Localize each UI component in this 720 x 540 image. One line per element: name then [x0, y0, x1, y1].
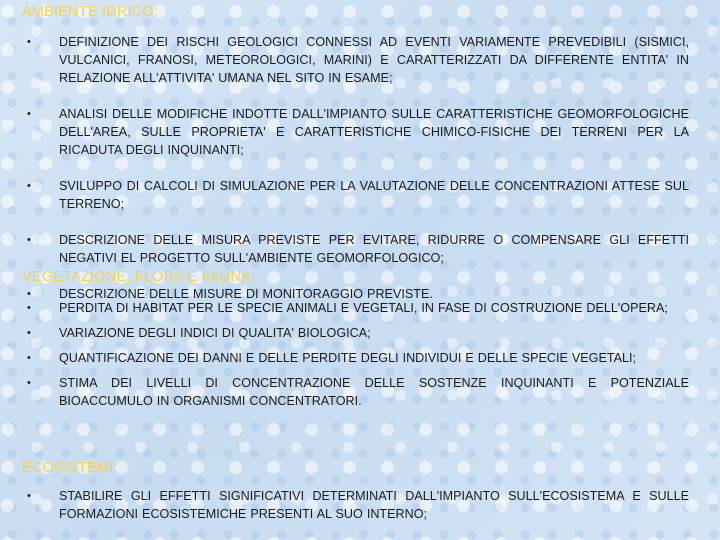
list-item — [0, 487, 720, 523]
section-title-ambiente-idrico: AMBIENTE IDRICO: — [22, 4, 159, 20]
list-item-text: DESCRIZIONE DELLE MISURA PREVISTE PER EVITARE, RIDURRE O COMPENSARE GLI EFFETTI NEGATIVI EL PROGETTO SULL'AMBIENTE GEOMORFOLOGICO; — [59, 233, 689, 265]
bullet-list-ecosistemi — [0, 487, 720, 523]
list-item — [0, 105, 720, 159]
list-item — [0, 374, 720, 410]
list-item — [0, 177, 720, 213]
list-item-text: VARIAZIONE DEGLI INDICI DI QUALITA' BIOLOGICA; — [59, 326, 371, 340]
bullet-icon: • — [27, 108, 31, 120]
section-title-vegetazione-flora-fauna: VEGETAZIONE, FLORA E FAUNA: — [22, 269, 256, 285]
bullet-icon: • — [27, 352, 31, 364]
section-title-ecosistemi: ECOSISTEMI: — [22, 460, 118, 476]
bullet-list-ambiente-idrico — [0, 33, 720, 303]
list-item-text: QUANTIFICAZIONE DEI DANNI E DELLE PERDITE DEGLI INDIVIDUI E DELLE SPECIE VEGETALI; — [59, 351, 637, 365]
bullet-icon: • — [27, 36, 31, 48]
list-item — [0, 349, 720, 367]
list-item-text: STIMA DEI LIVELLI DI CONCENTRAZIONE DELLE SOSTENZE INQUINANTI E POTENZIALE BIOACCUMULO IN ORGANISMI CONCENTRATORI. — [59, 376, 689, 408]
list-item-text: DEFINIZIONE DEI RISCHI GEOLOGICI CONNESSI AD EVENTI VARIAMENTE PREVEDIBILI (SISMICI, VULCANICI, FRANOSI, METEOROLOGICI, MARINI) E CARATTERIZZATI DA DIFFERENTE ENTITA' IN RELAZIONE ALL'ATTIVITA' UMANA NEL SITO IN ESAME; — [59, 35, 689, 85]
list-item-text: SVILUPPO DI CALCOLI DI SIMULAZIONE PER LA VALUTAZIONE DELLE CONCENTRAZIONI ATTESE SUL TERRENO; — [59, 179, 689, 211]
bullet-list-vegetazione-flora-fauna — [0, 299, 720, 410]
bullet-icon: • — [27, 234, 31, 246]
list-item — [0, 299, 720, 317]
list-item — [0, 231, 720, 267]
list-item-text: DESCRIZIONE DELLE MISURE DI MONITORAGGIO PREVISTE. — [59, 287, 433, 301]
list-item-text: PERDITA DI HABITAT PER LE SPECIE ANIMALI E VEGETALI, IN FASE DI COSTRUZIONE DELL'OPERA; — [59, 301, 668, 315]
list-item — [0, 33, 720, 87]
list-item — [0, 324, 720, 342]
bullet-icon: • — [27, 327, 31, 339]
bullet-icon: • — [27, 288, 31, 300]
bullet-icon: • — [27, 302, 31, 314]
bullet-icon: • — [27, 490, 31, 502]
bullet-icon: • — [27, 180, 31, 192]
list-item-text: ANALISI DELLE MODIFICHE INDOTTE DALL'IMPIANTO SULLE CARATTERISTICHE GEOMORFOLOGICHE DELL'AREA, SULLE PROPRIETA' E CARATTERISTICHE CHIMICO-FISICHE DEI TERRENI PER LA RICADUTA DEGLI INQUINANTI; — [59, 107, 689, 157]
list-item-text: STABILIRE GLI EFFETTI SIGNIFICATIVI DETERMINATI DALL'IMPIANTO SULL'ECOSISTEMA E SULLE FORMAZIONI ECOSISTEMICHE PRESENTI AL SUO INTERNO; — [59, 489, 689, 521]
bullet-icon: • — [27, 377, 31, 389]
